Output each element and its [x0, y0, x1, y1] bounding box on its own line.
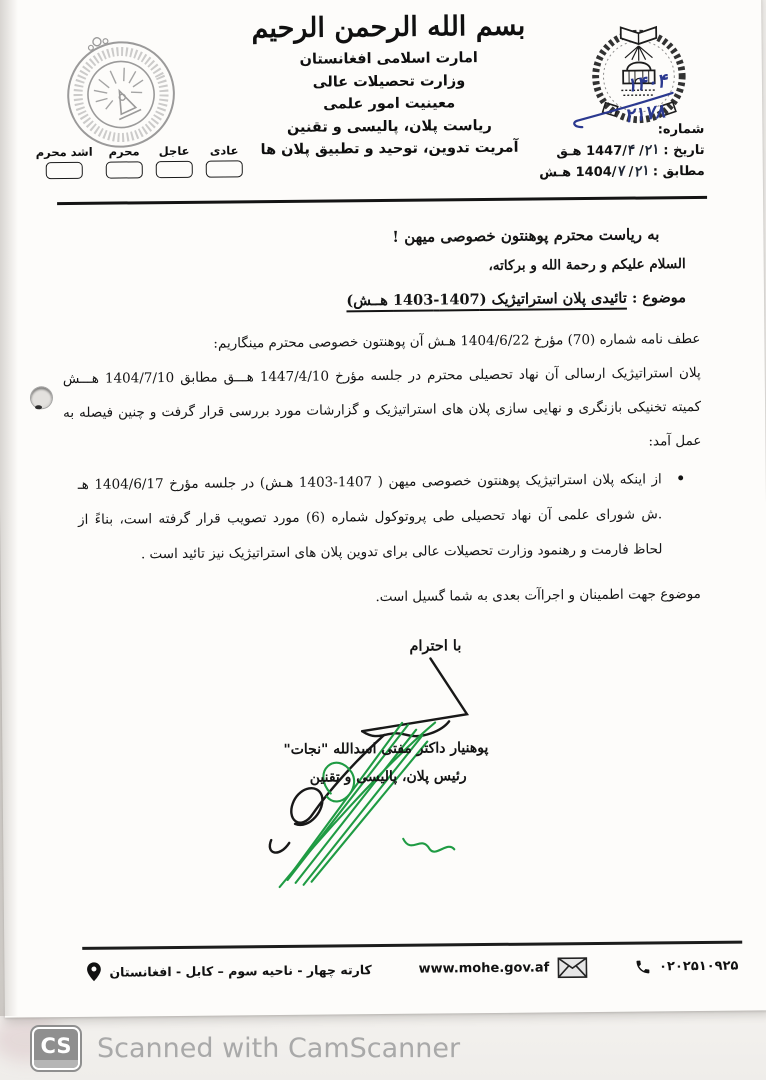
letter-body	[0, 200, 766, 904]
signature-block	[65, 652, 705, 904]
bismillah-calligraphy: بسم الله الرحمن الرحیم	[251, 10, 526, 45]
checkbox-urgent[interactable]	[156, 161, 193, 178]
footer-website: www.mohe.gov.af	[418, 957, 587, 980]
watermark-text: Scanned with CamScanner	[97, 1033, 461, 1064]
date-line: تاریخ : ۲۱/ ۴/1447 هـق	[495, 140, 705, 163]
classification-top-secret: اشد محرم	[36, 145, 93, 180]
handwritten-year: ۱۴۰۴	[624, 69, 669, 97]
org-line-directorate: ریاست پلان، پالیسی و تقنین	[286, 117, 492, 136]
classification-confidential: محرم	[106, 144, 143, 178]
signer-name: پوهنیار داکتر مفتی اسدالله "نجات"	[283, 740, 489, 758]
footer-phone: ۰۲۰۲۵۱۰۹۲۵	[634, 957, 739, 975]
subject-line	[62, 289, 686, 312]
handwritten-day-shamsi: ۲۱	[632, 162, 650, 181]
handwritten-month-shamsi: ۷	[615, 163, 626, 181]
org-line-ministry: وزارت تحصیلات عالی	[312, 72, 466, 91]
footer-divider	[82, 941, 742, 950]
match-date-line: مطابق : ۲۱/ ۷/1404 هـش	[495, 161, 705, 184]
classification-normal: عادی	[206, 143, 243, 177]
checkbox-confidential[interactable]	[106, 161, 143, 178]
org-line-amiriat: آمریت تدوین، توحید و تطبیق پلان ها	[260, 139, 519, 159]
location-pin-icon	[86, 962, 101, 982]
checkbox-normal[interactable]	[206, 160, 243, 177]
handwritten-day: ۲۱	[642, 141, 660, 160]
page-footer	[82, 941, 742, 983]
classification-checkboxes	[33, 143, 243, 179]
org-line-emirate: امارت اسلامی افغانستان	[299, 50, 478, 68]
checkbox-top-secret[interactable]	[46, 162, 83, 179]
subject-text: تائیدی پلان استراتیژیک (1407-1403 هــش)	[346, 289, 627, 310]
org-line-deputy: معینیت امور علمی	[323, 95, 456, 113]
handwritten-month: ۴	[625, 142, 636, 160]
handwritten-serial: ۲۱۷۸	[622, 100, 667, 128]
phone-icon	[634, 958, 651, 975]
camscanner-watermark	[30, 1025, 460, 1072]
classification-urgent: عاجل	[156, 144, 193, 178]
recipient-line: به ریاست محترم پوهنتون خصوصی میهن !	[392, 225, 660, 246]
closing-line: موضوع جهت اطمینان و اجراآت بعدی به شما گسیل است.	[375, 585, 701, 606]
camscanner-logo-icon: CS	[30, 1025, 82, 1072]
regards-line: با احترام	[409, 637, 462, 655]
envelope-icon	[557, 957, 587, 978]
letter-meta-block	[494, 119, 705, 184]
footer-address: کارته چهار - ناحیه سوم – کابل - افغانستان	[86, 959, 371, 982]
paragraph-reference: عطف نامه شماره (70) مؤرخ 1404/6/22 هـش آن پوهنتون خصوصی محترم مینگاریم:	[213, 330, 701, 352]
decision-bullet: • از اینکه پلان استراتیژیک پوهنتون خصوصی میهن ( 1407-1403 هـش) در جلسه مؤرخ 1404/6/17 هـ .ش شورای علمی آن نهاد تحصیلی طی پروتوکول شماره (6) مورد تصویب قرار گرفته است، بناءً از لحاظ فارمت و رهنمود وزارت تحصیلات عالی برای تدوین پلان های استراتیژیک نیز تائید است .	[78, 462, 689, 573]
subject-label: موضوع :	[626, 289, 687, 307]
salutation-line: السلام علیکم و رحمة الله و برکاته،	[488, 256, 686, 274]
number-label: شماره:	[657, 121, 705, 138]
paragraph-body: پلان استراتیژیک ارسالی آن نهاد تحصیلی محترم در جلسه مؤرخ 1447/4/10 هـــق مطابق 1404/7/10 هـــش کمیته تخنیکی بازنگری و نهایی سازی پلان های استراتیژیک و گزارشات مورد بررسی قرار گرفت و چنین فیصله به عمل آمد:	[62, 364, 702, 450]
signer-title: رئیس پلان، پالیسی و تقنین	[309, 768, 467, 786]
